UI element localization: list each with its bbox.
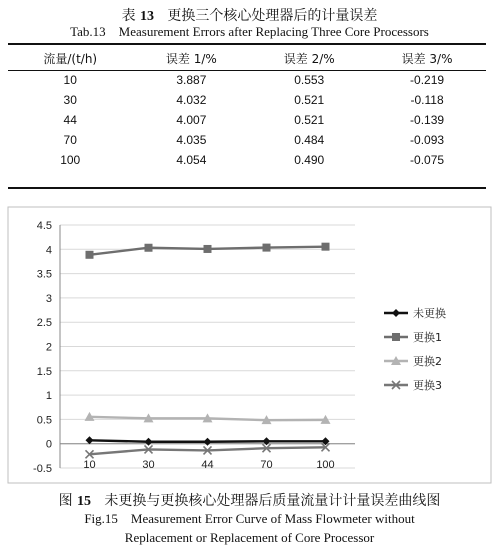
table-caption-cn [0,5,499,25]
table-header-cell: 流量/(t/h) [43,51,98,66]
table-header-row [8,46,486,70]
table-cell: 70 [63,133,77,147]
table-cell: 4.035 [176,133,207,147]
table-row [8,70,486,90]
table-cell: 0.490 [294,153,325,167]
x-tick-label: 10 [83,459,96,471]
error-table [8,46,486,170]
data-point [263,244,271,252]
table-header-cell: 误差 1/% [165,51,217,66]
y-tick-label: 4.5 [36,220,52,232]
y-tick-label: 2 [45,341,52,354]
table-row [8,150,486,170]
table-caption-number: 13 [140,9,155,24]
legend-label: 未更换 [413,307,446,320]
table-cell: 0.521 [294,113,325,127]
data-point [86,251,94,259]
data-point [322,243,330,251]
table-bottom-rule [8,187,486,189]
table-row [8,110,486,130]
figure-caption-en-line2: Replacement or Replacement of Core Processor [124,530,375,545]
figure-caption-en-line1: Fig.15 Measurement Error Curve of Mass Flowmeter without [84,511,415,526]
table-cell: 30 [63,93,77,107]
y-tick-label: 4 [45,244,52,257]
table-cell: 0.521 [294,93,325,107]
figure-caption-title: 未更换与更换核心处理器后质量流量计计量误差曲线图 [104,493,441,509]
table-cell: 4.054 [176,153,207,167]
table-cell: 0.553 [294,73,325,87]
table-caption-title: 更换三个核心处理器后的计量误差 [167,8,378,24]
table-caption-en: Tab.13 Measurement Errors after Replacing Three Core Processors [70,24,429,39]
table-row [8,90,486,110]
table-header-cell: 误差 2/% [283,51,335,66]
table-cell: -0.139 [410,113,445,127]
table-cell: 100 [60,153,81,167]
y-tick-label: -0.5 [33,463,52,475]
table-top-rule [8,43,486,45]
x-tick-label: 30 [142,459,155,471]
table-row [8,130,486,150]
y-tick-label: 1 [45,390,52,403]
figure-caption-number: 15 [77,494,92,509]
data-point [145,244,153,252]
table-cell: 3.887 [176,73,207,87]
y-tick-label: 3 [45,292,52,305]
figure-caption-cn [0,490,499,510]
y-tick-label: 1.5 [36,365,52,378]
table-cell: -0.075 [410,153,445,167]
y-tick-label: 0.5 [36,414,52,427]
y-tick-label: 0 [45,438,52,451]
error-curve-chart [0,205,499,485]
table-cell: -0.219 [410,73,445,87]
legend-marker [392,333,400,341]
table-cell: 0.484 [294,133,325,147]
table-cell: 4.032 [176,93,207,107]
table-caption-prefix: 表 [121,8,136,24]
table-cell: -0.118 [410,93,444,107]
legend-label: 更换3 [413,379,442,392]
table-cell: -0.093 [410,133,445,147]
legend-label: 更换1 [413,331,442,344]
table-header-cell: 误差 3/% [401,51,453,66]
x-tick-label: 44 [201,459,214,471]
x-tick-label: 70 [260,459,273,471]
figure-caption-prefix: 图 [58,493,73,509]
table-cell: 4.007 [176,113,207,127]
data-point [204,245,212,253]
table-cell: 10 [63,73,77,87]
legend-label: 更换2 [413,355,442,368]
table-cell: 44 [63,113,77,127]
x-tick-label: 100 [316,459,335,471]
y-tick-label: 3.5 [36,268,52,281]
y-tick-label: 2.5 [36,317,52,330]
